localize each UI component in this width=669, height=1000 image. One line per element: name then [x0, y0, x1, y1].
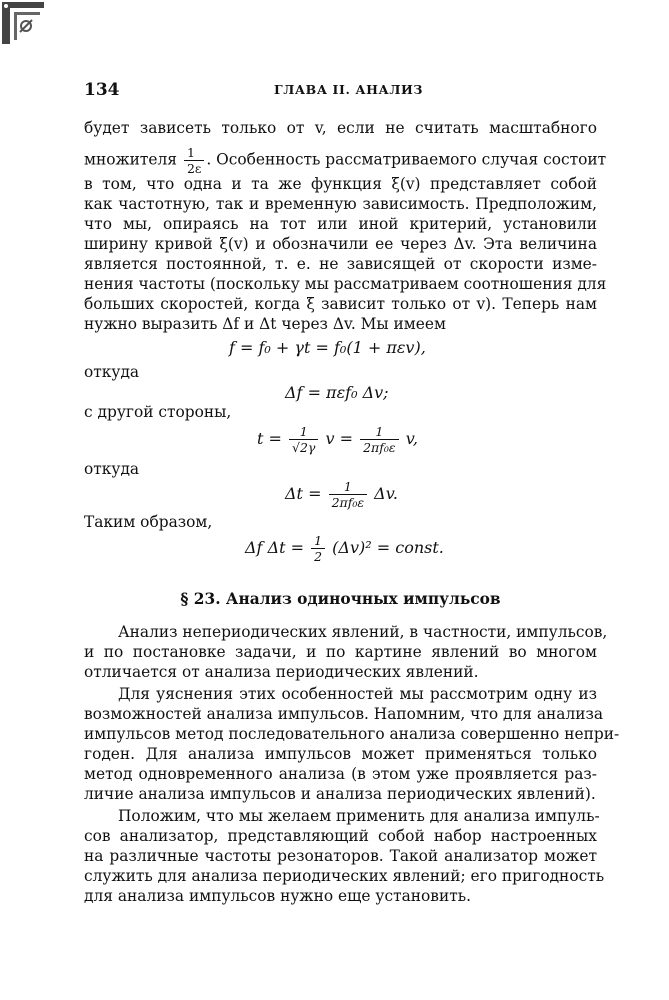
text-line: больших скоростей, когда ξ зависит только от v). Теперь нам	[84, 295, 597, 313]
text-line: сов анализатор, представляющий собой набор настроенных	[84, 827, 597, 845]
page-number: 134	[84, 80, 120, 100]
text-line: как частотную, так и временную зависимость. Предположим,	[84, 195, 597, 213]
text-line: годен. Для анализа импульсов может применяться только	[84, 745, 597, 763]
text-line: Положим, что мы желаем применить для анализа импуль-	[118, 807, 600, 825]
fraction: $\frac{1}{\text{2πf₀ε}}$	[360, 424, 399, 455]
text-line: ширину кривой ξ(v) и обозначили ее через Δv. Эта величина	[84, 235, 597, 253]
fraction: $\frac{1}{√2\gamma}$	[289, 424, 318, 455]
word-other-side: с другой стороны,	[84, 403, 232, 421]
equation-uncertainty: Δf Δt = $\frac{1}{2}$ (Δv)² = const.	[245, 533, 444, 564]
text-line: является постоянной, т. е. не зависящей от скорости изме-	[84, 255, 597, 273]
text-line: и по постановке задачи, и по картине явлений во многом	[84, 643, 597, 661]
text-line: отличается от анализа периодических явлений.	[84, 663, 479, 681]
text-line: метод одновременного анализа (в этом уже проявляется раз-	[84, 765, 597, 783]
text-line: нужно выразить Δf и Δt через Δv. Мы имеем	[84, 315, 446, 333]
section-heading: § 23. Анализ одиночных импульсов	[180, 590, 501, 608]
text-line: будет зависеть только от v, если не считать масштабного	[84, 119, 597, 137]
fraction: $\frac{1}{2}$	[311, 533, 325, 564]
equation-frequency: f = f₀ + γt = f₀(1 + πεv),	[229, 338, 426, 357]
text-line: личие анализа импульсов и анализа периодических явлений).	[84, 785, 596, 803]
equation-time: t = $\frac{1}{√2\gamma}$ v = $\frac{1}{\text{2πf₀ε}}$ v,	[257, 424, 418, 455]
text-line: на различные частоты резонаторов. Такой анализатор может	[84, 847, 597, 865]
word-otkuda: откуда	[84, 460, 140, 478]
running-header	[84, 80, 583, 100]
text-line: Для уяснения этих особенностей мы рассмотрим одну из	[118, 685, 597, 703]
text-line: служить для анализа периодических явлений; его пригодность	[84, 867, 605, 885]
text-line: в том, что одна и та же функция ξ(v) представляет собой	[84, 175, 597, 193]
word-thus: Таким образом,	[84, 513, 213, 531]
corner-ornament-icon	[2, 2, 44, 44]
word-otkuda: откуда	[84, 363, 140, 381]
fraction: $\frac{1}{2\varepsilon}$	[184, 145, 204, 176]
equation-delta-t: Δt = $\frac{1}{\text{2πf₀ε}}$ Δv.	[285, 479, 398, 510]
text-line: что мы, опираясь на тот или иной критерий, установили	[84, 215, 597, 233]
text-line: нения частоты (поскольку мы рассматриваем соотношения для	[84, 275, 607, 293]
text-line: импульсов метод последовательного анализа совершенно непри-	[84, 725, 620, 743]
text-line: для анализа импульсов нужно еще установить.	[84, 887, 472, 905]
fraction: $\frac{1}{\text{2πf₀ε}}$	[329, 479, 368, 510]
equation-delta-f: Δf = πεf₀ Δv;	[285, 383, 389, 402]
text-line: возможностей анализа импульсов. Напомним, что для анализа	[84, 705, 604, 723]
text-line: множителя $\frac{1}{2\varepsilon}$ . Особенность рассматриваемого случая состоит	[84, 145, 607, 176]
text-line: Анализ непериодических явлений, в частности, импульсов,	[118, 623, 608, 641]
running-title: ГЛАВА II. АНАЛИЗ	[274, 82, 424, 97]
